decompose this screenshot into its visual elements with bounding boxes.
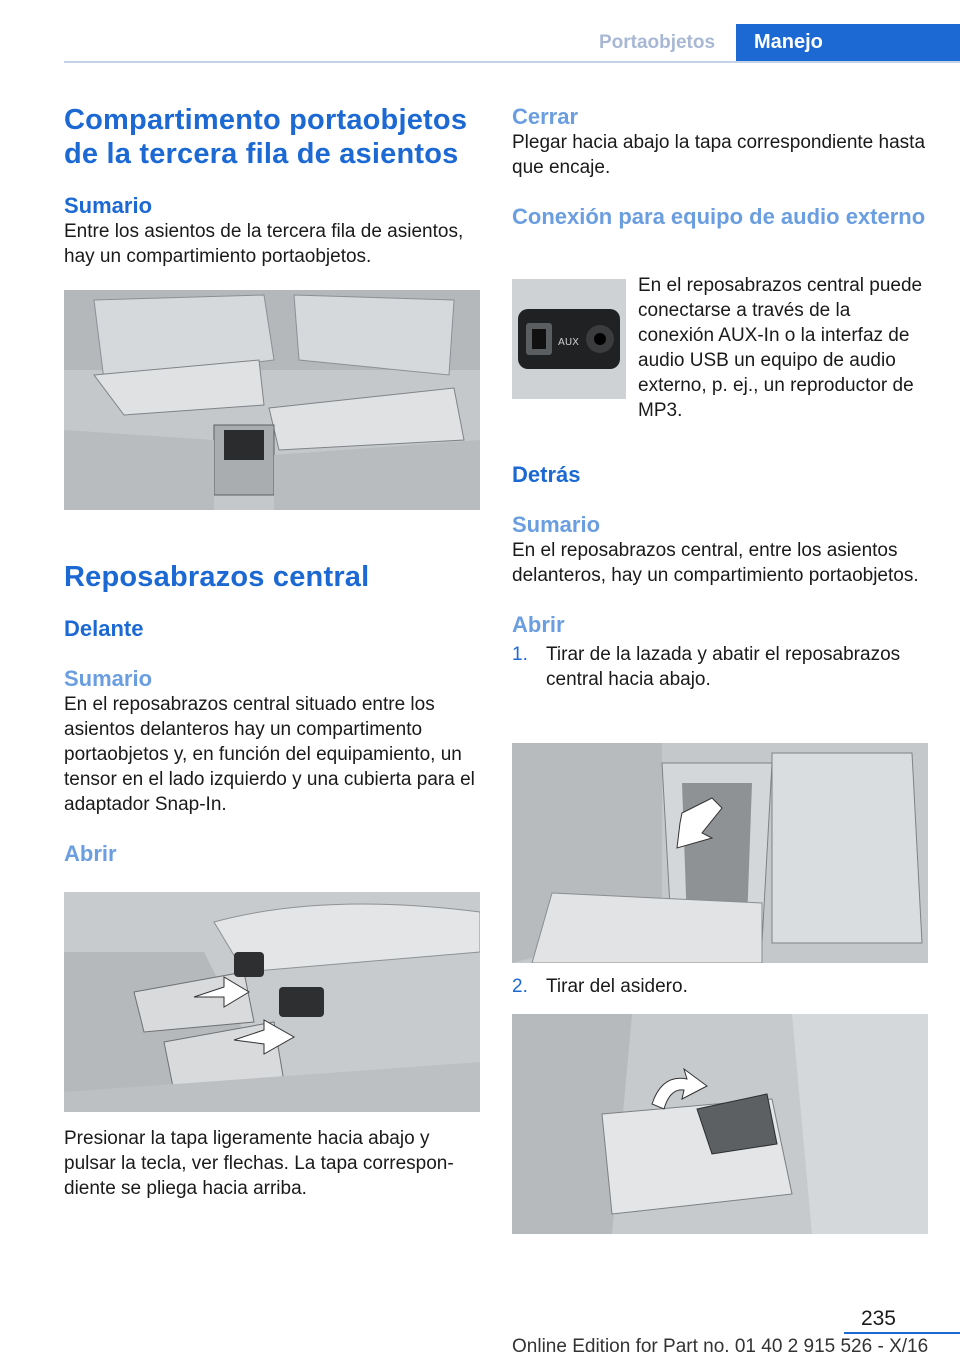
paragraph-cerrar: Plegar hacia abajo la tapa correspondiente hasta que encaje.	[512, 132, 926, 178]
figure-third-row-compartment	[64, 290, 480, 510]
step-2-block	[512, 974, 928, 999]
step-text: Tirar de la lazada y abatir el reposabrazos central hacia abajo.	[546, 644, 901, 690]
right-column-top	[512, 104, 928, 230]
step-item-1	[512, 642, 928, 692]
step-text: Tirar del asidero.	[546, 976, 688, 997]
left-column-armrest	[64, 560, 480, 867]
paragraph-conexion: En el reposabrazos central puede conectarse a través de la conexión AUX-In o la interfaz de audio USB un equipo de audio externo, p. ej., un reproductor de MP3.	[638, 275, 923, 421]
subtitle-delante: Delante	[64, 616, 144, 641]
subtitle-sumario-rear: Sumario	[512, 512, 601, 537]
subtitle-abrir-rear: Abrir	[512, 612, 565, 637]
step-number: 2.	[512, 976, 528, 997]
step-item-2	[512, 974, 928, 999]
figure-armrest-open	[64, 892, 480, 1112]
audio-connection-block	[512, 273, 928, 423]
left-column-bottom	[64, 1126, 480, 1201]
right-column-rear	[512, 462, 928, 692]
svg-text:AUX: AUX	[558, 337, 580, 348]
header-section-tab: Portaobjetos	[598, 32, 716, 53]
header-chapter-tab: Manejo	[736, 24, 960, 61]
figure-rear-armrest-down	[512, 743, 928, 963]
subtitle-sumario-front: Sumario	[64, 666, 153, 691]
subtitle-sumario: Sumario	[64, 193, 153, 218]
subtitle-cerrar: Cerrar	[512, 104, 579, 129]
aux-usb-port-illustration	[512, 279, 626, 399]
subtitle-detras: Detrás	[512, 462, 581, 487]
rear-armrest-down-illustration	[512, 743, 928, 963]
title-third-row-compartment: Compartimento portaobjetos de la tercera fila de asientos	[64, 104, 468, 170]
footer-edition-text: Online Edition for Part no. 01 40 2 915 526 - X/16	[512, 1336, 929, 1357]
subtitle-conexion: Conexión para equipo de audio externo	[512, 204, 926, 229]
figure-rear-handle	[512, 1014, 928, 1234]
figure-aux-usb	[512, 279, 626, 399]
paragraph-sumario-rear: En el reposabrazos central, entre los asientos delanteros, hay un compartimiento portaobjetos.	[512, 540, 919, 586]
rear-handle-illustration	[512, 1014, 928, 1234]
page-number: 235	[860, 1307, 896, 1330]
left-column	[64, 103, 480, 269]
paragraph-armrest-front: En el reposabrazos central situado entre los asientos delanteros hay un compartimento portaobjetos y, en función del equipamiento, un tensor en el lado izquierdo y una cubierta para el adaptador Snap-In.	[64, 694, 475, 815]
header-rule	[64, 61, 960, 63]
third-row-seats-illustration	[64, 290, 480, 510]
subtitle-abrir-front: Abrir	[64, 841, 117, 866]
title-armrest: Reposabrazos central	[64, 561, 370, 593]
armrest-buttons-illustration	[64, 892, 480, 1112]
paragraph-abrir-front: Presionar la tapa ligeramente hacia abajo y pulsar la tecla, ver flechas. La tapa correspondiente se pliega hacia arriba.	[64, 1128, 454, 1199]
paragraph-third-row: Entre los asientos de la tercera fila de asientos, hay un compartimiento portaobjetos.	[64, 221, 464, 267]
step-number: 1.	[512, 644, 528, 665]
footer-rule	[844, 1332, 960, 1334]
